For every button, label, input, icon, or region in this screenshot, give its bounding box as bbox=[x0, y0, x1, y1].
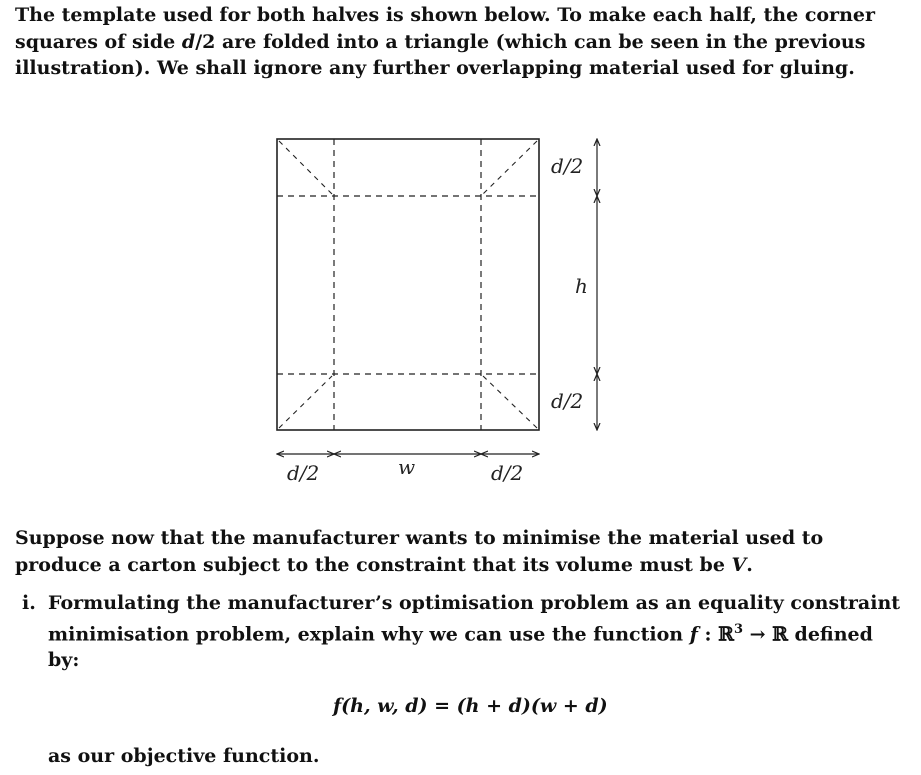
label-right-mid: h bbox=[575, 274, 588, 298]
label-right-top: d/2 bbox=[551, 154, 584, 178]
label-bottom-left: d/2 bbox=[287, 461, 320, 485]
problem-paragraph bbox=[15, 525, 915, 578]
item-func-name: f bbox=[689, 622, 698, 645]
item-number: i. bbox=[22, 592, 36, 614]
corner-diagonal-top-right bbox=[483, 141, 537, 194]
label-bottom-mid: w bbox=[398, 455, 416, 479]
equation-text: f(h, w, d) = (h + d)(w + d) bbox=[333, 695, 608, 717]
problem-var-v: V bbox=[731, 553, 747, 576]
item-text bbox=[48, 590, 908, 674]
corner-diagonal-bottom-right bbox=[483, 376, 537, 428]
objective-equation bbox=[333, 693, 608, 719]
intro-text-2: /2 are folded into a triangle (which can be seen in the previous illustration). We shall ignore any further overlapping material used for gluing. bbox=[15, 30, 866, 79]
item-tail: as our objective function. bbox=[48, 745, 320, 767]
label-bottom-right: d/2 bbox=[491, 461, 524, 485]
corner-diagonal-top-left bbox=[279, 141, 332, 194]
corner-diagonal-bottom-left bbox=[279, 376, 332, 428]
item-superscript: 3 bbox=[733, 621, 743, 637]
problem-text-1: Suppose now that the manufacturer wants to minimise the material used to produce a carton subject to the constraint that its volume must be bbox=[15, 527, 824, 576]
intro-text-1: The template used for both halves is shown below. To make each half, the corner squares of side bbox=[15, 4, 875, 53]
item-text-2: : ℝ bbox=[697, 622, 734, 645]
label-right-bottom: d/2 bbox=[551, 389, 584, 413]
item-text-3: → ℝ defined by: bbox=[48, 622, 873, 672]
template-outline bbox=[277, 139, 539, 430]
problem-text-2: . bbox=[746, 553, 753, 576]
item-text-1: Formulating the manufacturer’s optimisation problem as an equality constraint minimisation problem, explain why we can use the function bbox=[48, 592, 901, 645]
intro-var-d: d bbox=[181, 30, 196, 53]
